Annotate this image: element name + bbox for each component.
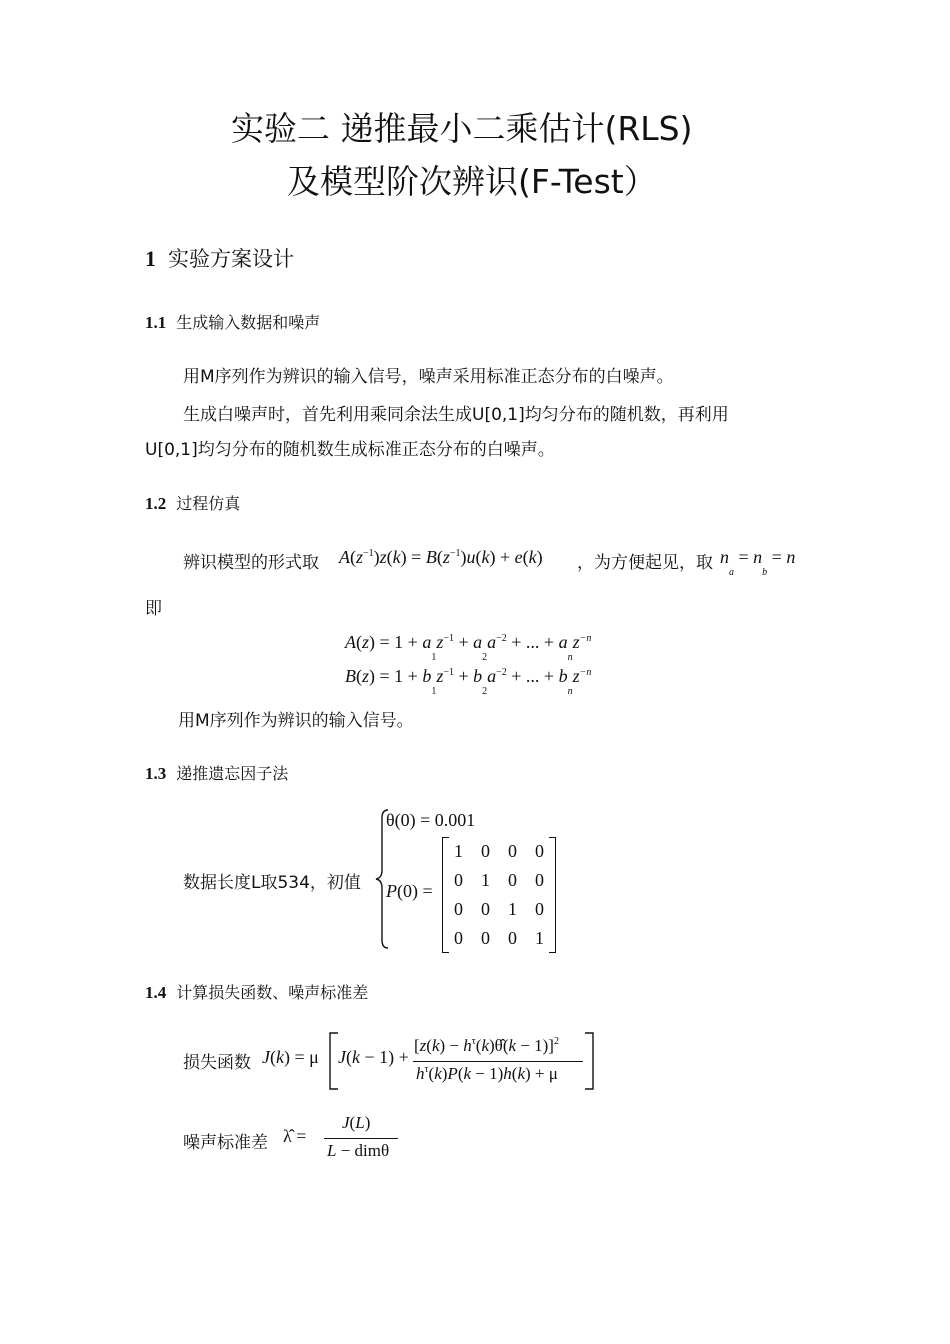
loss-function-prev-term: J(k − 1) + <box>338 1047 409 1067</box>
convenience-text: ，为方便起见，取 <box>577 553 713 573</box>
loss-denominator: $h^\tau(k)P(k - 1)h(k) + \mu$ <box>416 1064 558 1083</box>
loss-function-label: 损失函数 <box>183 1053 251 1073</box>
input-signal-note: 用M序列作为辨识的输入信号。 <box>178 711 414 731</box>
noise-denominator: L − dimθ <box>327 1141 390 1160</box>
ji-text: 即 <box>145 599 162 619</box>
loss-function-lhs: J(k) = μ <box>262 1047 319 1067</box>
polynomial-b: $B(z) = 1 + b_1z^{-1} + b_2a^{-2}$ + ... + $b_nz^{-n}$ <box>345 666 592 697</box>
order-equation: $n_a = n_b = n$ <box>720 547 796 578</box>
matrix-row: 0 0 0 1 <box>454 928 544 948</box>
identity-matrix <box>442 837 556 953</box>
loss-numerator: $[z(k) - h^\tau(k)\thetâ(k - 1)]^2$ <box>414 1036 559 1055</box>
subsection-heading-1-1: 1.1 生成输入数据和噪声 <box>145 313 321 332</box>
subsection-heading-1-4: 1.4 计算损失函数、噪声标准差 <box>145 983 369 1002</box>
matrix-row: 1 0 0 0 <box>454 841 544 861</box>
noise-numerator: J(L) <box>342 1113 371 1132</box>
loss-fraction-line <box>413 1061 583 1062</box>
matrix-row: 0 1 0 0 <box>454 870 544 890</box>
model-equation: $A(z^{-1})z(k) = B(z^{-1})u(k) + e(k)$ <box>339 547 543 567</box>
page-title-line2: 及模型阶次辨识(F-Test） <box>287 162 657 201</box>
section-heading-1: 1 实验方案设计 <box>145 246 294 271</box>
page-title-line1: 实验二 递推最小二乘估计(RLS) <box>231 109 693 148</box>
theta-initial: θ(0) = 0.001 <box>386 810 476 830</box>
model-form-intro: 辨识模型的形式取 <box>183 553 319 573</box>
paragraph-input-signal: 用M序列作为辨识的输入信号，噪声采用标准正态分布的白噪声。 <box>183 367 674 387</box>
noise-fraction-line <box>324 1138 398 1139</box>
paragraph-white-noise-2: U[0,1]均匀分布的随机数生成标准正态分布的白噪声。 <box>145 440 555 460</box>
noise-std-lhs: λ̂ = <box>283 1126 307 1146</box>
noise-std-label: 噪声标准差 <box>183 1133 268 1153</box>
right-square-bracket <box>583 1032 595 1090</box>
p-initial-label: P(0) = <box>386 881 433 901</box>
matrix-row: 0 0 1 0 <box>454 899 544 919</box>
data-length-text: 数据长度L取534，初值 <box>183 873 361 893</box>
polynomial-a: $A(z) = 1 + a_1z^{-1} + a_2a^{-2}$ + ... + $a_nz^{-n}$ <box>345 632 592 663</box>
subsection-heading-1-3: 1.3 递推遗忘因子法 <box>145 764 289 783</box>
subsection-heading-1-2: 1.2 过程仿真 <box>145 494 241 513</box>
paragraph-white-noise-1: 生成白噪声时，首先利用乘同余法生成U[0,1]均匀分布的随机数，再利用 <box>183 405 729 425</box>
